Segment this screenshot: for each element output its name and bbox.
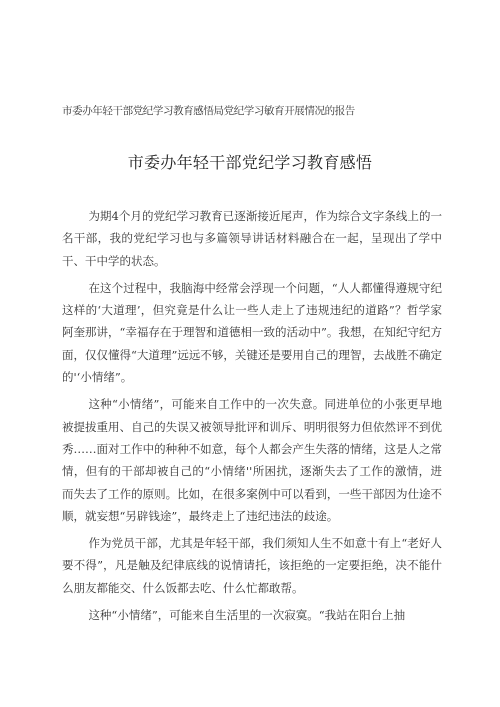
paragraph-1: 为期4个月的党纪学习教育已逐渐接近尾声，作为综合文字条线上的一名干部，我的党纪学习也与多篇领导讲话材料融合在一起，呈现出了学中干、干中学的状态。 — [62, 209, 442, 268]
paragraph-3: 这种“小情绪”，可能来自工作中的一次失意。同进单位的小张更早地被提拔重用、自己的失误又被领导批评和训斥、明明很努力但依然评不到优秀……面对工作中的种种不如意，每个人都会产生失落的情绪，这是人之常情，但有的干部却被自己的“小情绪''所困扰，逐渐失去了工作的激情，进而失去了工作的原则。比如，在很多案例中可以看到，一些干部因为仕途不顺，就妄想“另辟钱途”，最终走上了违纪违法的歧途。 — [62, 397, 442, 523]
paragraph-4: 作为党员干部，尤其是年轻干部，我们须知人生不如意十有上“老好人要不得”，凡是触及纪律底线的说情请托，该拒绝的一定要拒绝，决不能什么朋友都能交、什么饭都去吃、什么忙都敢帮。 — [62, 536, 442, 595]
paragraph-5: 这种“小情绪”，可能来自生活里的一次寂寞。“我站在阳台上抽 — [88, 608, 406, 623]
document-title: 市委办年轻干部党纪学习教育感悟 — [127, 153, 373, 172]
document-body — [62, 205, 442, 631]
paragraph-2: 在这个过程中，我脑海中经常会浮现一个问题，“人人都懂得遵规守纪这样的‘大道理’，但究竟是什么让一些人走上了违规违纪的道路”？哲学家阿奎那讲，“幸福存在于理智和道德相一致的活动中”。我想，在知纪守纪方面，仅仅懂得“大道理”远远不够，关键还是要用自己的理智，去战胜不确定的'‘小情绪”。 — [62, 280, 442, 385]
document-header: 市委办年轻干部党纪学习教育感悟局党纪学习敏育开展情况的报告 — [62, 105, 355, 117]
